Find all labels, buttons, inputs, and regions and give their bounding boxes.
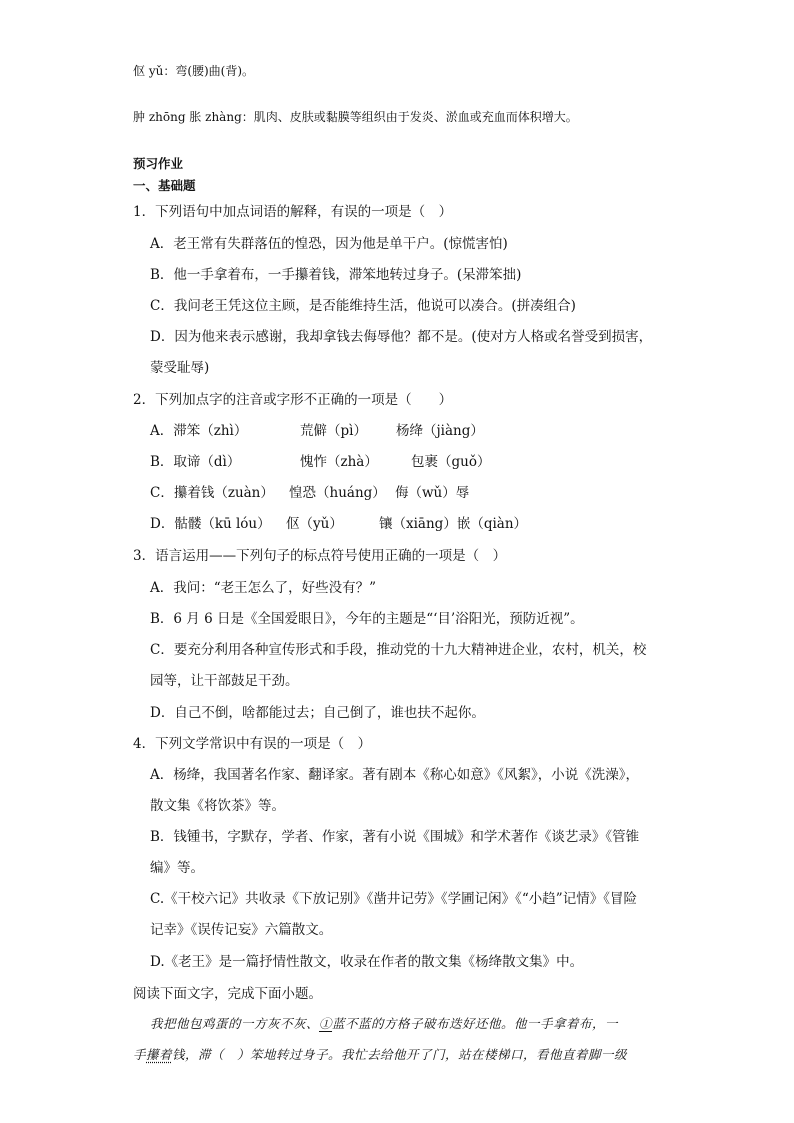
passage-line-2-start: 手: [133, 1047, 147, 1062]
question-2-option-b-item-3: 包裹（guǒ）: [411, 454, 491, 470]
question-1-stem: 1．下列语句中加点词语的解释，有误的一项是（ ）: [133, 204, 453, 220]
passage-line-1-end: 蓝不蓝的方格子破布迭好还他。他一手拿着布，一: [332, 1016, 619, 1031]
question-1-option-d: D．因为他来表示感谢，我却拿钱去侮辱他？都不是。(使对方人格或名誉受到损害，: [150, 329, 653, 345]
question-4-option-c-continued: 记幸》《误传记妄》六篇散文。: [150, 922, 333, 938]
definition-zhongzhang: 肿 zhōng 胀 zhàng：肌肉、皮肤或黏膜等组织由于发炎、淤血或充血而体积增大。: [133, 110, 578, 124]
question-2-option-a-item-1: A．滞笨（zhì）: [150, 423, 248, 439]
question-3-option-c: C．要充分利用各种宣传形式和手段，推动党的十九大精神进企业，农村，机关，校: [150, 642, 647, 658]
question-2-option-c-item-1: C．攥着钱（zuàn）: [150, 485, 274, 501]
question-1-option-d-continued: 蒙受耻辱): [150, 360, 210, 376]
question-2-option-d-item-1: D．骷髅（kū lóu）: [150, 516, 271, 532]
reading-instructions: 阅读下面文字，完成下面小题。: [133, 986, 322, 1002]
question-4-option-b: B．钱锺书，字默存，学者、作家，著有小说《围城》和学术著作《谈艺录》《管锥: [150, 829, 640, 845]
question-3-option-d: D．自己不倒，啥都能过去；自己倒了，谁也扶不起你。: [150, 705, 485, 721]
part-heading: 一、基础题: [133, 178, 196, 193]
question-4-option-a: A．杨绛，我国著名作家、翻译家。著有剧本《称心如意》《风絮》，小说《洗澡》，: [150, 767, 639, 783]
passage-line-2-end: 钱，滞（ ）笨地转过身子。我忙去给他开了门，站在楼梯口，看他直着脚一级: [172, 1047, 628, 1062]
question-2-option-b-item-1: B．取谛（dì）: [150, 454, 241, 470]
question-2-option-a-item-2: 荒僻（pì）: [300, 423, 367, 439]
question-2-option-d-item-2: 伛（yǔ）: [286, 516, 343, 532]
passage-line-2: [133, 1045, 627, 1063]
question-4-option-a-continued: 散文集《将饮茶》等。: [150, 798, 285, 814]
passage-line-1: [150, 1014, 618, 1032]
question-2-option-c-item-3: 侮（wǔ）辱: [395, 485, 470, 501]
question-1-option-a: A．老王常有失群落伍的惶恐，因为他是单干户。(惊慌害怕): [150, 236, 508, 252]
passage-dotted-word: 攥着: [146, 1047, 173, 1062]
question-4-option-b-continued: 编》等。: [150, 860, 204, 876]
question-2-option-a-item-3: 杨绛（jiàng）: [396, 423, 484, 439]
question-2-stem: 2．下列加点字的注音或字形不正确的一项是（ ）: [133, 392, 453, 408]
definition-yu: 伛 yǔ：弯(腰)曲(背)。: [133, 64, 255, 78]
question-2-option-b-item-2: 愧怍（zhà）: [300, 454, 378, 470]
question-3-option-c-continued: 园等，让干部鼓足干劲。: [150, 673, 299, 689]
question-1-option-b: B．他一手拿着布，一手攥着钱，滞笨地转过身子。(呆滞笨拙): [150, 267, 522, 283]
question-2-option-c-item-2: 惶恐（huáng）: [289, 485, 386, 501]
question-3-stem: 3．语言运用——下列句子的标点符号使用正确的一项是（ ）: [133, 548, 507, 564]
question-3-option-b: B．6 月 6 日是《全国爱眼日》，今年的主题是“‘目’浴阳光，预防近视”。: [150, 611, 584, 627]
section-title: 预习作业: [133, 156, 184, 171]
question-1-option-c: C．我问老王凭这位主顾，是否能维持生活，他说可以凑合。(拼凑组合): [150, 298, 576, 314]
question-4-option-c: C.《干校六记》共收录《下放记别》《凿井记劳》《学圃记闲》《“小趋”记情》《冒险: [150, 891, 637, 907]
question-4-option-d: D.《老王》是一篇抒情性散文，收录在作者的散文集《杨绛散文集》中。: [150, 954, 584, 970]
question-4-stem: 4．下列文学常识中有误的一项是（ ）: [133, 736, 372, 752]
passage-line-1-start: 我把他包鸡蛋的一方灰不灰、: [150, 1016, 320, 1031]
passage-mark-1: ①: [319, 1016, 333, 1031]
question-2-option-d-item-3: 镶（xiāng）嵌（qiàn）: [379, 516, 528, 532]
question-3-option-a: A．我问：“老王怎么了，好些没有？”: [150, 580, 377, 596]
